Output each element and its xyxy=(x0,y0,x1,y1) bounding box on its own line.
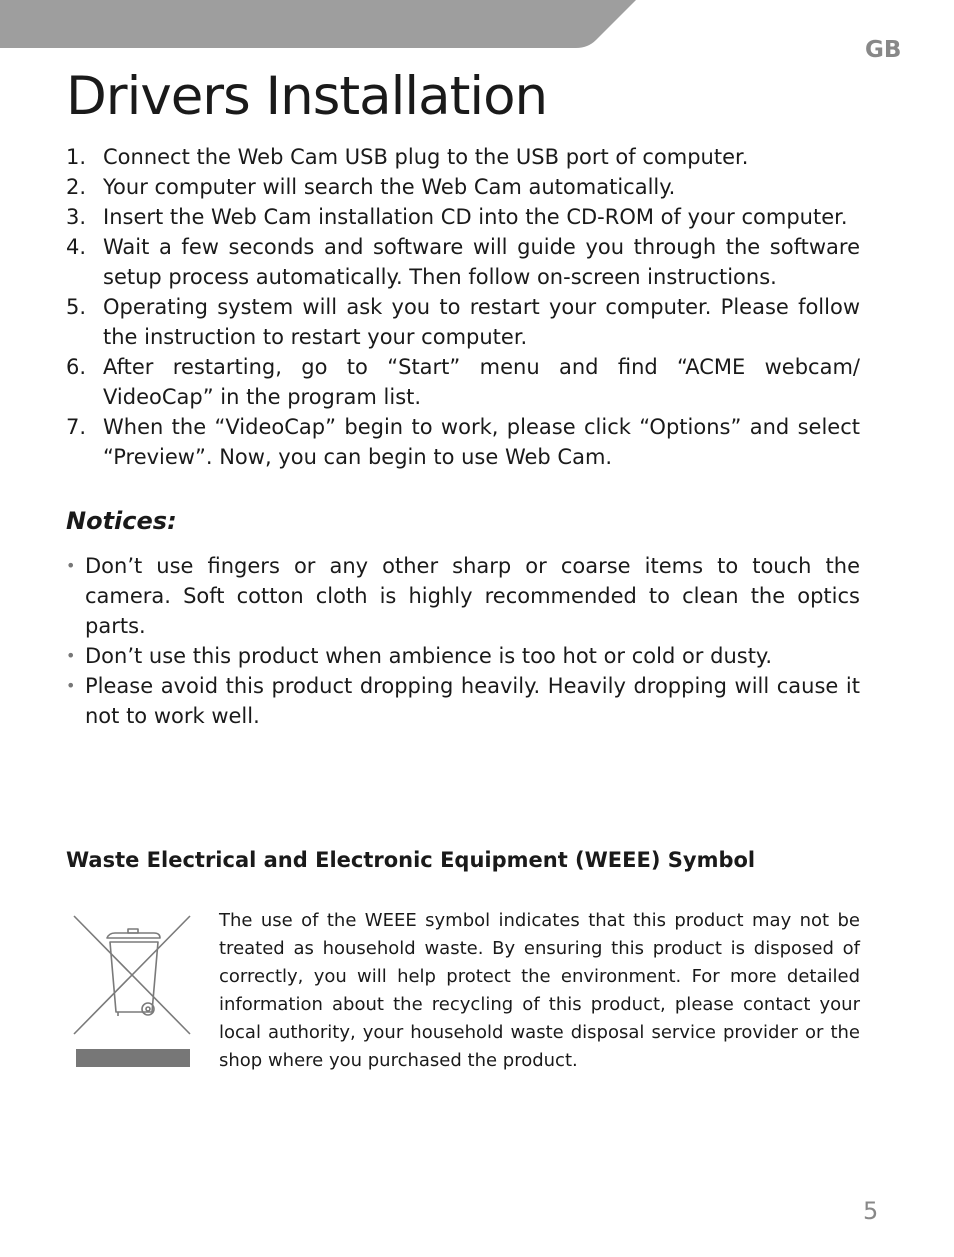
step-text: Connect the Web Cam USB plug to the USB port of computer. xyxy=(103,145,749,169)
notice-text: Please avoid this product dropping heavily. Heavily dropping will cause it not to work well. xyxy=(85,674,860,728)
bullet-icon: • xyxy=(66,556,76,575)
step-number: 1. xyxy=(66,145,87,169)
bullet-icon: • xyxy=(66,646,76,665)
weee-description: The use of the WEEE symbol indicates that this product may not be treated as household waste. By ensuring this product is disposed of correctly, you will help protect the environment. For more detailed information about the recycling of this product, please contact your local authority, your household waste disposal service provider or the shop where you purchased the product. xyxy=(219,910,860,1071)
step-item xyxy=(66,232,860,292)
step-text: After restarting, go to “Start” menu and find “ACME webcam/ VideoCap” in the program list. xyxy=(103,355,860,409)
notice-item xyxy=(66,671,860,731)
installation-steps xyxy=(66,142,860,472)
bullet-icon: • xyxy=(66,676,76,695)
header-bar xyxy=(0,0,640,48)
weee-heading: Waste Electrical and Electronic Equipment (WEEE) Symbol xyxy=(66,848,756,872)
step-item xyxy=(66,352,860,412)
step-text: Your computer will search the Web Cam automatically. xyxy=(103,175,676,199)
step-text: When the “VideoCap” begin to work, please click “Options” and select “Preview”. Now, you can begin to use Web Cam. xyxy=(103,415,860,469)
step-number: 7. xyxy=(66,415,87,439)
step-item xyxy=(66,292,860,352)
step-item xyxy=(66,172,860,202)
step-item xyxy=(66,412,860,472)
step-item xyxy=(66,202,860,232)
page-number: 5 xyxy=(863,1197,879,1225)
language-code: GB xyxy=(865,37,902,63)
notices-list xyxy=(66,551,860,731)
crossed-out-wheelie-bin-icon xyxy=(70,910,194,1070)
notice-item xyxy=(66,641,860,671)
step-number: 2. xyxy=(66,175,87,199)
step-number: 4. xyxy=(66,235,87,259)
page-title: Drivers Installation xyxy=(66,66,548,127)
notice-text: Don’t use fingers or any other sharp or coarse items to touch the camera. Soft cotton cloth is highly recommended to clean the optics parts. xyxy=(85,554,860,638)
step-number: 5. xyxy=(66,295,87,319)
step-text: Operating system will ask you to restart your computer. Please follow the instruction to restart your computer. xyxy=(103,295,860,349)
notices-heading: Notices: xyxy=(66,507,177,535)
step-number: 3. xyxy=(66,205,87,229)
notice-text: Don’t use this product when ambience is too hot or cold or dusty. xyxy=(85,644,773,668)
step-text: Wait a few seconds and software will guide you through the software setup process automatically. Then follow on-screen instructions. xyxy=(103,235,860,289)
step-text: Insert the Web Cam installation CD into the CD-ROM of your computer. xyxy=(103,205,848,229)
notice-item xyxy=(66,551,860,641)
step-number: 6. xyxy=(66,355,87,379)
step-item xyxy=(66,142,860,172)
